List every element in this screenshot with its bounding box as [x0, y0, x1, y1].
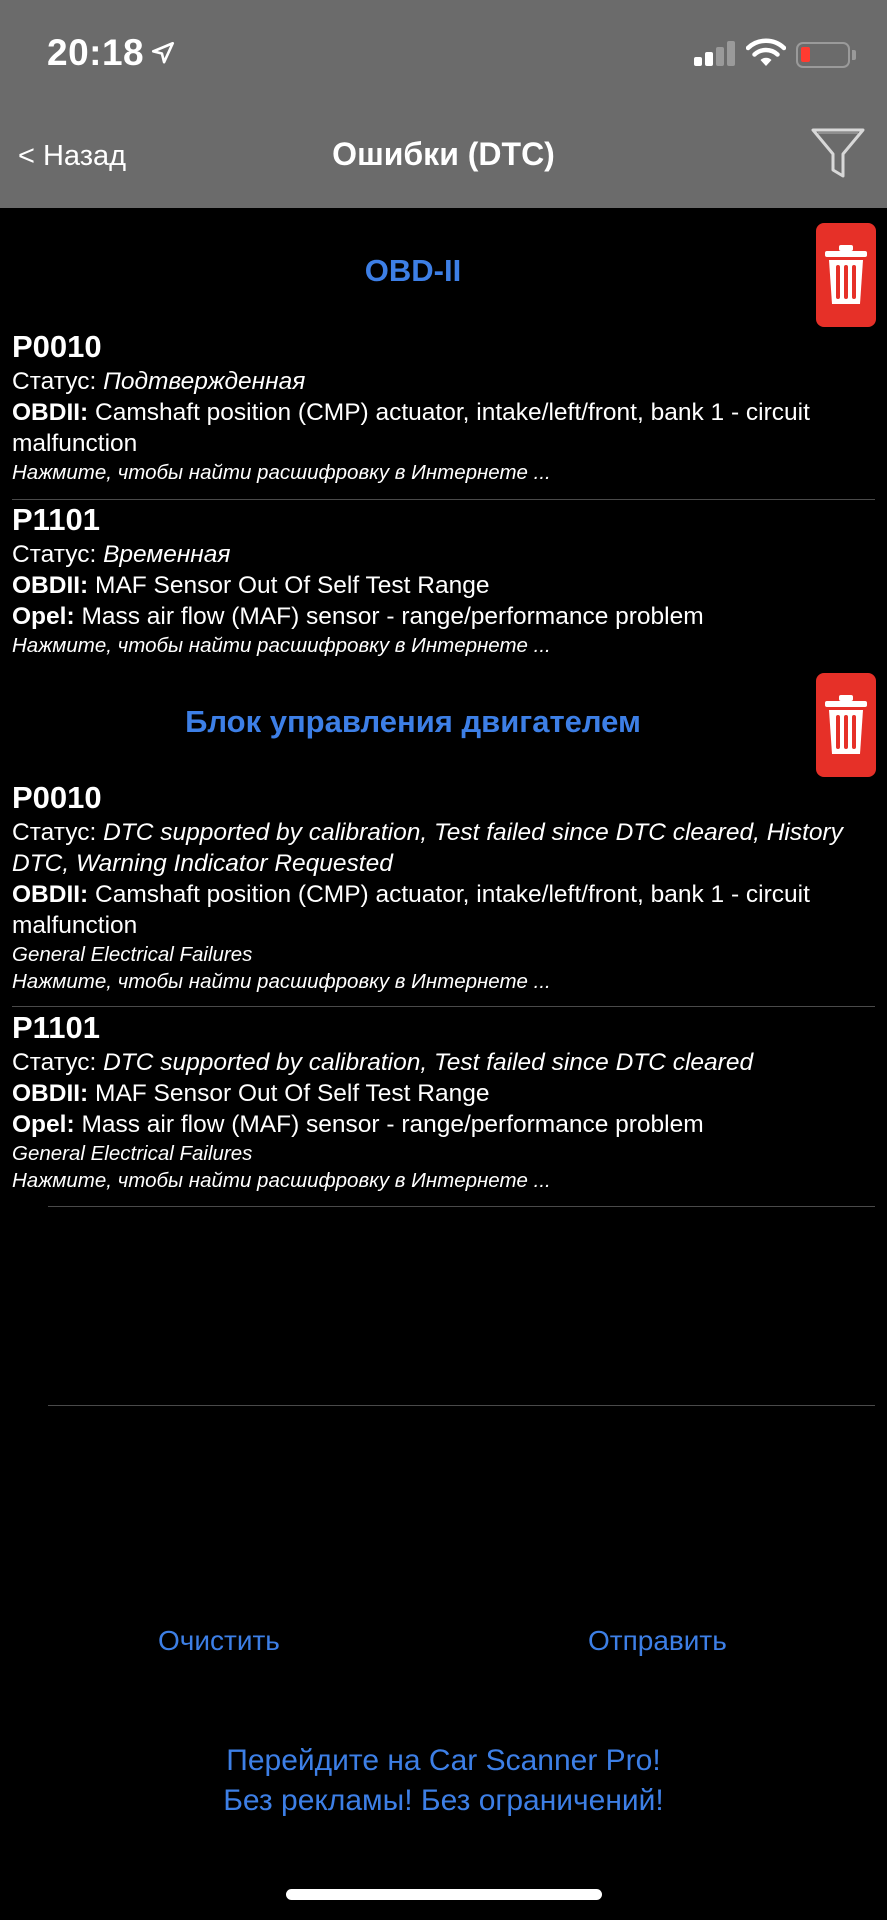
dtc-status: Статус: DTC supported by calibration, Test failed since DTC cleared, History DTC, Warning Indicator Requested — [12, 819, 843, 877]
battery-low-icon — [796, 42, 850, 68]
trash-icon — [824, 694, 868, 756]
promo-line-2: Без рекламы! Без ограничений! — [223, 1784, 664, 1817]
dtc-search-hint[interactable]: Нажмите, чтобы найти расшифровку в Интернете ... — [12, 634, 551, 657]
dtc-item[interactable] — [12, 779, 878, 995]
divider — [12, 1006, 875, 1007]
dtc-item[interactable] — [12, 1009, 878, 1194]
dtc-search-hint[interactable]: Нажмите, чтобы найти расшифровку в Интернете ... — [12, 1169, 551, 1192]
dtc-item[interactable] — [12, 501, 878, 659]
location-arrow-icon — [150, 40, 176, 66]
dtc-search-hint[interactable]: Нажмите, чтобы найти расшифровку в Интернете ... — [12, 970, 551, 993]
filter-icon[interactable] — [810, 126, 866, 182]
top-bar — [0, 0, 887, 208]
dtc-search-hint[interactable]: Нажмите, чтобы найти расшифровку в Интернете ... — [12, 461, 551, 484]
status-time: 20:18 — [47, 32, 145, 73]
dtc-status: Статус: Подтвержденная — [12, 368, 306, 395]
dtc-code: P1101 — [12, 502, 100, 537]
dtc-description: OBDII: Camshaft position (CMP) actuator, intake/left/front, bank 1 - circuit malfunction — [12, 881, 810, 939]
back-button[interactable]: < Назад — [18, 140, 127, 172]
dtc-category: General Electrical Failures — [12, 1142, 253, 1165]
dtc-category: General Electrical Failures — [12, 943, 253, 966]
divider — [48, 1405, 875, 1406]
dtc-status: Статус: DTC supported by calibration, Test failed since DTC cleared — [12, 1049, 754, 1076]
page-title: Ошибки (DTC) — [332, 136, 555, 172]
dtc-item[interactable] — [12, 328, 878, 486]
dtc-manufacturer-description: Opel: Mass air flow (MAF) sensor - range/performance problem — [12, 603, 704, 630]
promo-line-1: Перейдите на Car Scanner Pro! — [226, 1744, 661, 1777]
section-title-engine-ecu: Блок управления двигателем — [185, 704, 641, 739]
trash-icon — [824, 244, 868, 306]
section-title-obd2: OBD-II — [364, 253, 462, 288]
wifi-icon — [746, 38, 786, 68]
home-indicator[interactable] — [286, 1889, 602, 1900]
dtc-description: OBDII: MAF Sensor Out Of Self Test Range — [12, 572, 490, 599]
cellular-signal-icon — [694, 40, 736, 66]
divider — [48, 1206, 875, 1207]
dtc-description: OBDII: MAF Sensor Out Of Self Test Range — [12, 1080, 490, 1107]
dtc-description: OBDII: Camshaft position (CMP) actuator, intake/left/front, bank 1 - circuit malfunction — [12, 399, 810, 457]
divider — [12, 499, 875, 500]
dtc-code: P0010 — [12, 329, 102, 364]
send-button[interactable]: Отправить — [588, 1625, 727, 1656]
dtc-code: P1101 — [12, 1010, 100, 1045]
dtc-code: P0010 — [12, 780, 102, 815]
dtc-manufacturer-description: Opel: Mass air flow (MAF) sensor - range/performance problem — [12, 1111, 704, 1138]
delete-section-button[interactable] — [816, 673, 876, 777]
delete-section-button[interactable] — [816, 223, 876, 327]
battery-cap — [852, 50, 856, 60]
dtc-status: Статус: Временная — [12, 541, 231, 568]
promo-banner[interactable] — [0, 1741, 887, 1821]
clear-button[interactable]: Очистить — [158, 1625, 280, 1656]
